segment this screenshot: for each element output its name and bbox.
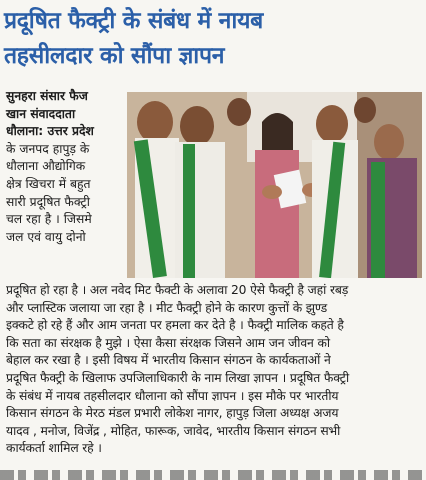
news-photo-illustration <box>127 92 422 278</box>
news-photo <box>127 92 422 278</box>
body-line-3: इक्कटे हो रहे हैं और आम जनता पर हमला कर देते है । फैक्ट्री मालिक कहते है <box>6 318 344 333</box>
column-line-5: सारी प्रदूषित फैक्ट्री <box>6 194 90 209</box>
cut-off-next-article <box>0 470 426 480</box>
headline-line-2: तहसीलदार को सौंपा ज्ञापन <box>4 43 225 69</box>
byline-line-1: सुनहरा संसार फैज <box>6 89 88 103</box>
column-line-3: धौलाना औद्योगिक <box>6 159 86 174</box>
body-line-6: प्रदूषित फैक्ट्री के खिलाफ उपजिलाधिकारी के नाम लिखा ज्ञापन । प्रदूषित फैक्ट्री <box>6 370 349 385</box>
body-line-5: बेहाल कर रखा है । इसी विषय में भारतीय किसान संगठन के कार्यकताओं ने <box>6 353 331 368</box>
body-line-9: यादव , मनोज, विजेंद्र , मोहित, फारूक, जावेद, भारतीय किसान संगठन सभी <box>6 423 341 438</box>
body-line-1: प्रदूषित हो रहा है । अल नवेद मिट फैक्टी के अलावा 20 ऐसे फैक्ट्री है जहां रबड़ <box>6 283 349 297</box>
column-line-1: धौलाना: उत्तर प्रदेश <box>6 124 94 139</box>
article-column <box>6 88 124 246</box>
column-line-6: चल रहा है । जिसमे <box>6 212 92 227</box>
article-body <box>6 282 422 458</box>
column-line-2: के जनपद हापुड़ के <box>6 141 90 156</box>
body-line-4: कि सता का संरक्षक है मुझे । ऐसा कैसा संरक्षक जिसने आम जन जीवन को <box>6 335 330 350</box>
body-line-2: और प्लास्टिक जलाया जा रहा है । मीट फैक्ट्री होने के कारण कुत्तों के झुण्ड <box>6 300 328 315</box>
body-line-10: कार्यकर्ता शामिल रहे । <box>6 441 102 456</box>
column-line-7: जल एवं वायु दोनो <box>6 229 86 244</box>
headline-line-1: प्रदूषित फैक्ट्री के संबंध में नायब <box>4 8 263 34</box>
headline <box>4 4 422 74</box>
byline-line-2: खान संवाददाता <box>6 106 76 121</box>
body-line-7: के संबंध में नायब तहसीलदार धौलाना को सौंपा ज्ञापन । इस मौके पर भारतीय <box>6 388 339 403</box>
column-line-4: क्षेत्र खिचरा में बहुत <box>6 176 91 191</box>
body-line-8: किसान संगठन के मेरठ मंडल प्रभारी लोकेश नागर, हापुड़ जिला अध्यक्ष अजय <box>6 406 339 421</box>
